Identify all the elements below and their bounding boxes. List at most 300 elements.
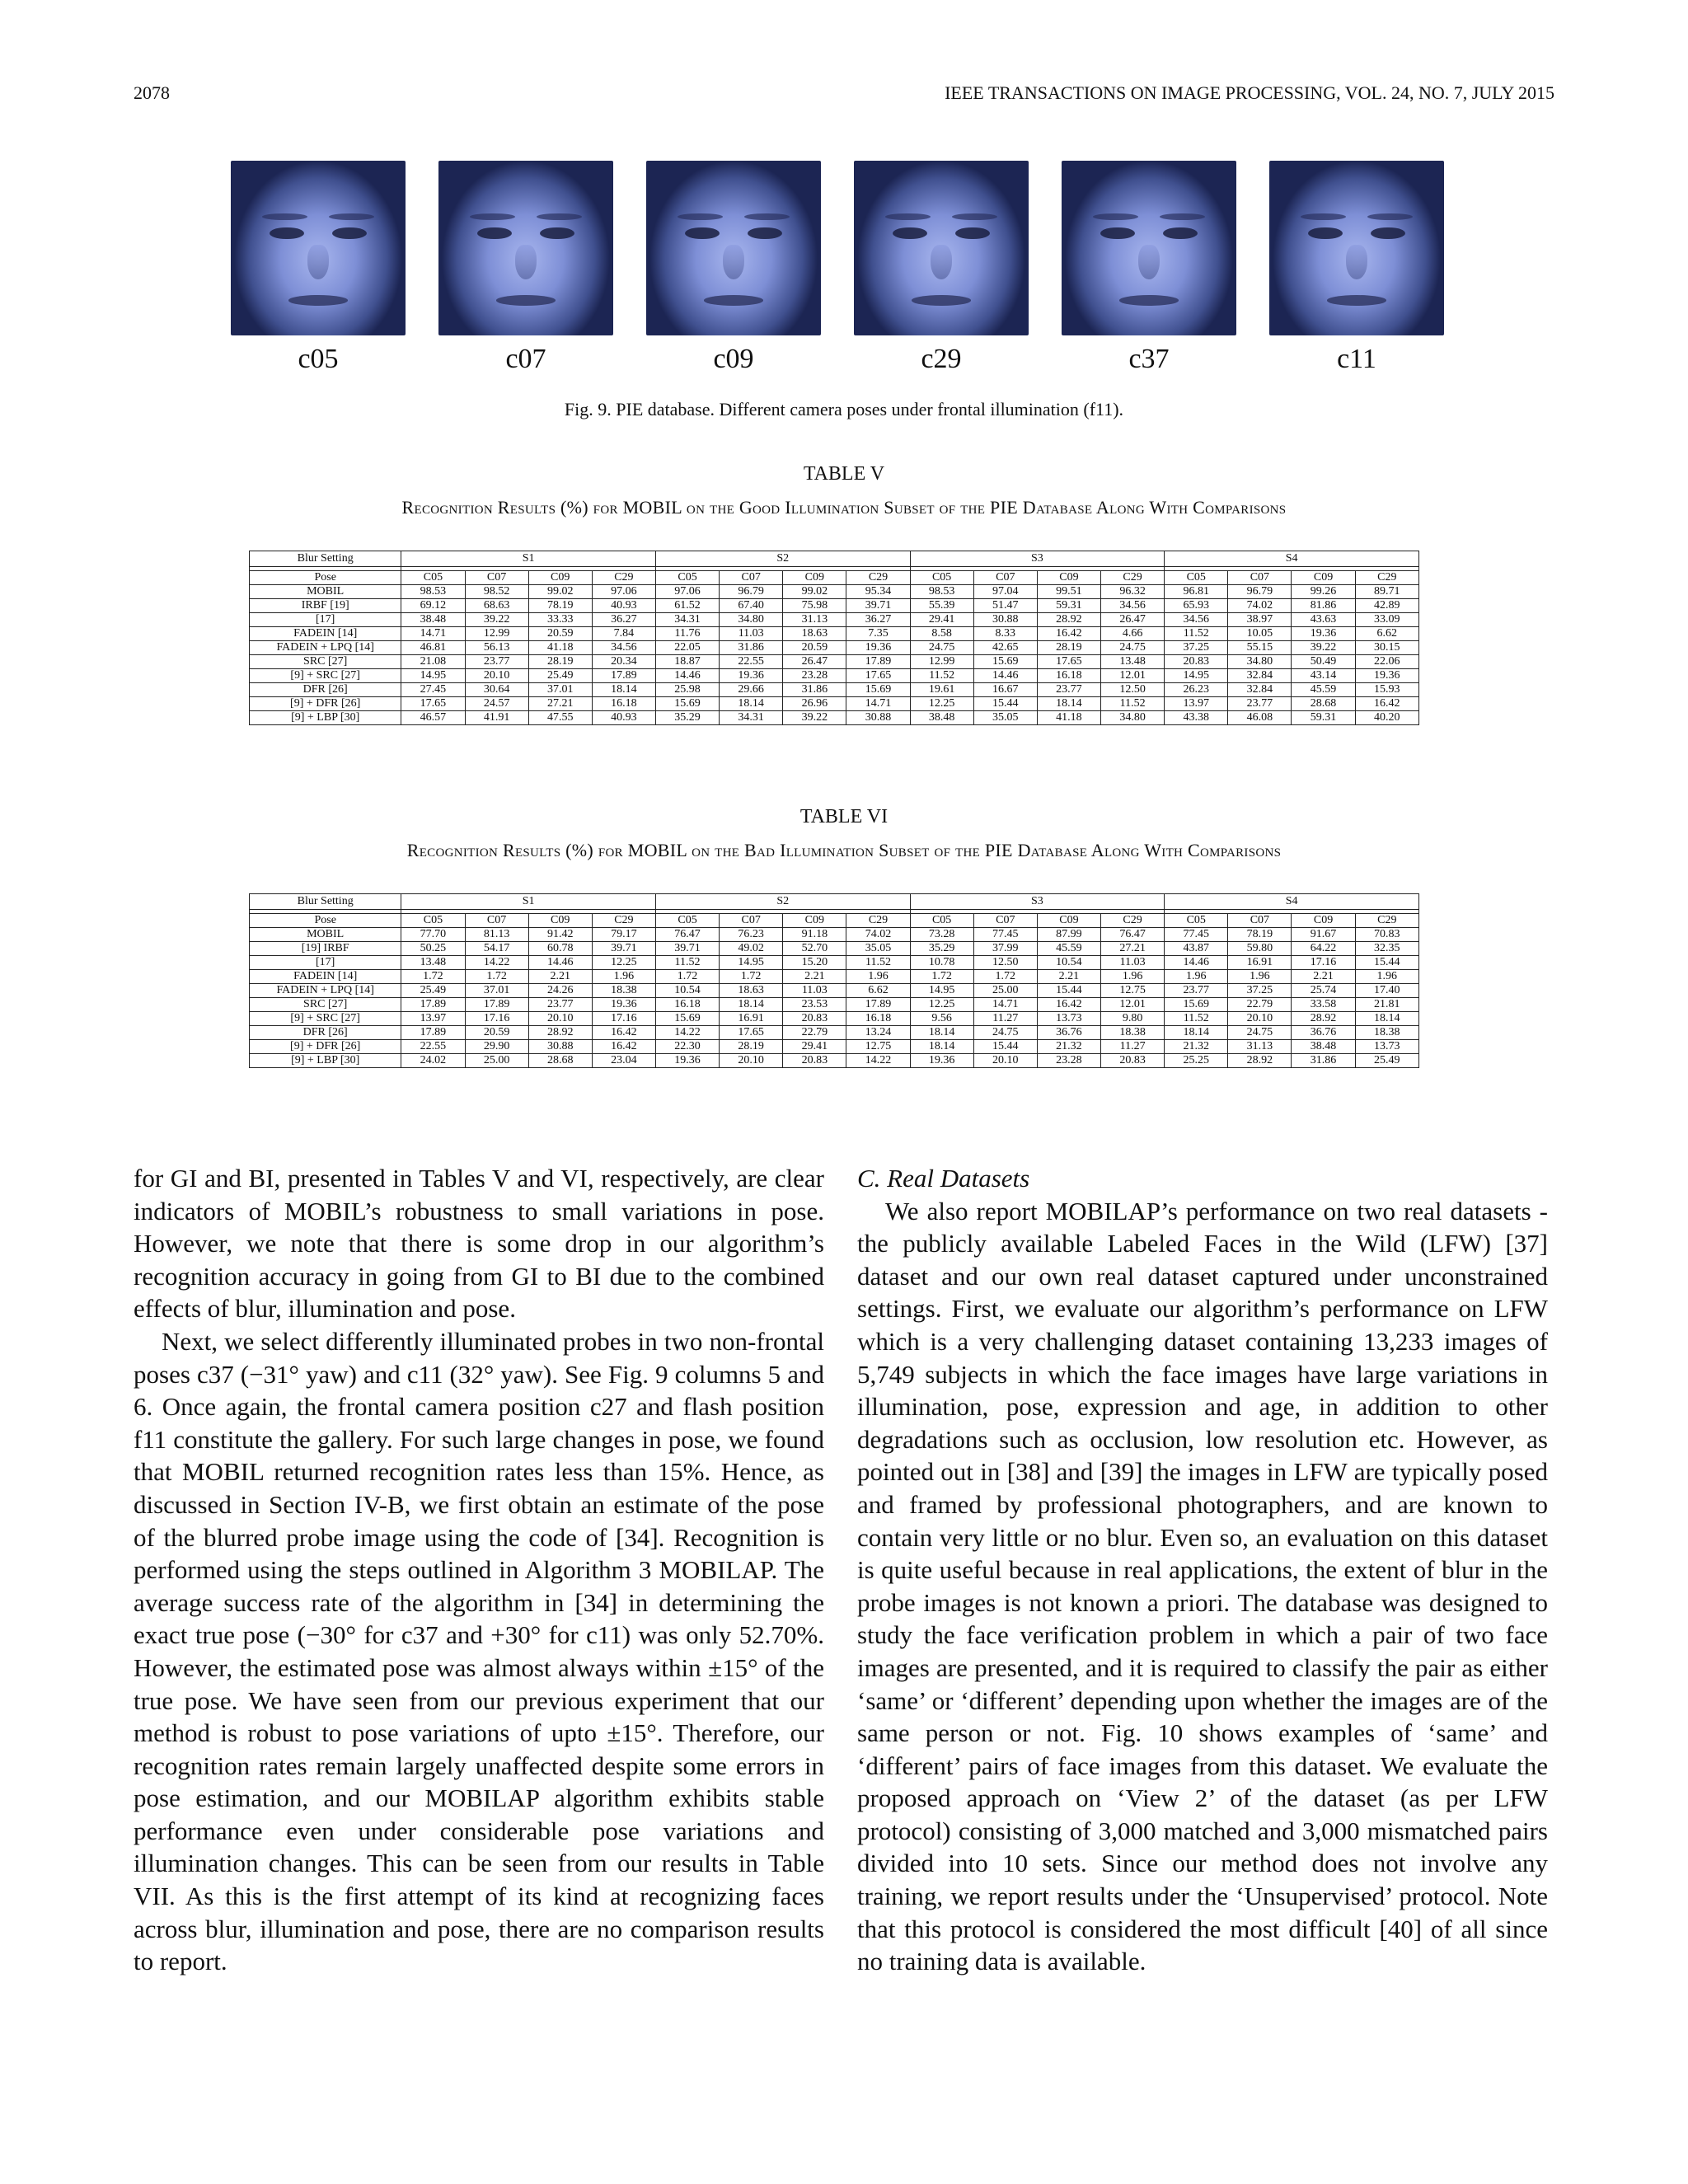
result-cell: 12.75: [846, 1040, 910, 1054]
result-cell: 19.36: [592, 998, 655, 1012]
result-cell: 99.02: [783, 585, 846, 599]
result-cell: 23.28: [783, 669, 846, 683]
result-cell: 55.39: [910, 599, 973, 613]
result-cell: 22.55: [401, 1040, 465, 1054]
result-cell: 13.73: [1355, 1040, 1418, 1054]
result-cell: 18.38: [592, 984, 655, 998]
result-cell: 1.72: [973, 970, 1037, 984]
result-cell: 70.83: [1355, 928, 1418, 942]
blur-setting-header: S3: [910, 551, 1165, 567]
result-cell: 91.18: [783, 928, 846, 942]
result-cell: 74.02: [846, 928, 910, 942]
result-cell: 1.96: [846, 970, 910, 984]
result-cell: 78.19: [1228, 928, 1292, 942]
result-cell: 65.93: [1165, 599, 1228, 613]
pose-header: C09: [528, 571, 592, 585]
pose-header: C09: [783, 571, 846, 585]
result-cell: 30.15: [1355, 641, 1418, 655]
method-name: DFR [26]: [250, 1026, 401, 1040]
result-cell: 39.71: [846, 599, 910, 613]
face-label: c29: [921, 344, 962, 374]
table-6-number: TABLE VI: [799, 806, 889, 827]
page-number: 2078: [134, 82, 170, 103]
result-cell: 11.52: [655, 956, 719, 970]
result-cell: 97.06: [655, 585, 719, 599]
result-cell: 40.20: [1355, 711, 1418, 725]
face-label: c11: [1337, 344, 1376, 374]
result-cell: 16.42: [1355, 697, 1418, 711]
result-cell: 11.52: [1165, 627, 1228, 641]
result-cell: 23.77: [528, 998, 592, 1012]
result-cell: 76.47: [655, 928, 719, 942]
result-cell: 28.19: [528, 655, 592, 669]
result-cell: 96.79: [1228, 585, 1292, 599]
result-cell: 1.96: [1355, 970, 1418, 984]
result-cell: 20.10: [973, 1054, 1037, 1068]
result-cell: 36.76: [1292, 1026, 1355, 1040]
result-cell: 87.99: [1037, 928, 1100, 942]
method-name: FADEIN [14]: [250, 970, 401, 984]
result-cell: 42.89: [1355, 599, 1418, 613]
face-c09: [646, 161, 821, 375]
table-5-caption: [0, 463, 1688, 518]
paragraph: We also report MOBILAP’s performance on two real datasets - the publicly available Labeled Faces in the Wild (LFW) [37] dataset and our own real dataset captured under unconstrained settings. First, we evaluate our algorithm’s performance on LFW which is a very challenging dataset containing 13,233 images of 5,749 subjects in which the face images have large variations in illumination, pose, expression and age, in addition to other degradations such as occlusion, low resolution etc. However, as pointed out in [38] and [39] the images in LFW are typically posed and framed by professional photographers, and are known to contain very little or no blur. Even so, an evaluation on this dataset is quite useful because in real applications, the extent of blur in the probe images is not known a priori. The database was designed to study the face verification problem in which a pair of two face images are presented, and it is required to classify the pair as either ‘same’ or ‘different’ depending upon whether the images are of the same person or not. Fig. 10 shows examples of ‘same’ and ‘different’ pairs of face images from this dataset. We evaluate the proposed approach on ‘View 2’ of the dataset (as per LFW protocol) consisting of 3,000 matched and 3,000 mismatched pairs divided into 10 sets. Since our method does not involve any training, we report results under the ‘Unsupervised’ protocol. Note that this protocol is considered the most difficult [40] of all since no training data is available.: [857, 1196, 1548, 1976]
result-cell: 32.35: [1355, 942, 1418, 956]
result-cell: 28.68: [1292, 697, 1355, 711]
method-name: [17]: [250, 956, 401, 970]
result-cell: 15.69: [846, 683, 910, 697]
pose-header: C05: [910, 914, 973, 928]
result-cell: 22.06: [1355, 655, 1418, 669]
result-cell: 37.99: [973, 942, 1037, 956]
result-cell: 75.98: [783, 599, 846, 613]
pose-header: C29: [1101, 914, 1165, 928]
table-row: [250, 669, 1419, 683]
pose-header: C07: [720, 914, 783, 928]
result-cell: 18.14: [910, 1040, 973, 1054]
method-name: [9] + LBP [30]: [250, 711, 401, 725]
result-cell: 1.96: [592, 970, 655, 984]
result-cell: 16.18: [846, 1012, 910, 1026]
result-cell: 10.78: [910, 956, 973, 970]
pose-header: C09: [528, 914, 592, 928]
result-cell: 18.63: [720, 984, 783, 998]
result-cell: 28.92: [1037, 613, 1100, 627]
result-cell: 25.00: [465, 1054, 528, 1068]
result-cell: 39.71: [592, 942, 655, 956]
result-cell: 36.27: [846, 613, 910, 627]
result-cell: 39.22: [783, 711, 846, 725]
face-image: [231, 161, 406, 335]
result-cell: 14.46: [528, 956, 592, 970]
result-cell: 19.61: [910, 683, 973, 697]
result-cell: 38.48: [401, 613, 465, 627]
face-c29: [854, 161, 1029, 375]
result-cell: 17.89: [401, 998, 465, 1012]
result-cell: 23.77: [465, 655, 528, 669]
result-cell: 18.38: [1355, 1026, 1418, 1040]
result-cell: 11.52: [1165, 1012, 1228, 1026]
face-label: c07: [505, 344, 546, 374]
result-cell: 16.18: [592, 697, 655, 711]
result-cell: 35.29: [910, 942, 973, 956]
result-cell: 16.42: [1037, 998, 1100, 1012]
result-cell: 89.71: [1355, 585, 1418, 599]
result-cell: 77.45: [1165, 928, 1228, 942]
page-header: [134, 82, 1554, 112]
method-name: FADEIN [14]: [250, 627, 401, 641]
result-cell: 36.76: [1037, 1026, 1100, 1040]
result-cell: 15.93: [1355, 683, 1418, 697]
table-row: [250, 683, 1419, 697]
result-cell: 20.59: [783, 641, 846, 655]
result-cell: 12.50: [973, 956, 1037, 970]
result-cell: 25.49: [1355, 1054, 1418, 1068]
result-cell: 30.88: [528, 1040, 592, 1054]
result-cell: 15.20: [783, 956, 846, 970]
blur-setting-header: S1: [401, 894, 656, 910]
result-cell: 49.02: [720, 942, 783, 956]
result-cell: 14.46: [973, 669, 1037, 683]
result-cell: 17.89: [846, 998, 910, 1012]
result-cell: 14.22: [655, 1026, 719, 1040]
result-cell: 21.32: [1165, 1040, 1228, 1054]
pose-header: C07: [1228, 914, 1292, 928]
pose-header: C09: [1292, 914, 1355, 928]
face-c05: [231, 161, 406, 375]
pose-header: C05: [1165, 914, 1228, 928]
result-cell: 1.72: [720, 970, 783, 984]
method-name: [9] + LBP [30]: [250, 1054, 401, 1068]
result-cell: 29.41: [910, 613, 973, 627]
face-image: [854, 161, 1029, 335]
result-cell: 50.25: [401, 942, 465, 956]
result-cell: 98.53: [910, 585, 973, 599]
result-cell: 14.95: [1165, 669, 1228, 683]
result-cell: 30.88: [973, 613, 1037, 627]
body-column-left: [134, 1162, 824, 1978]
result-cell: 34.80: [720, 613, 783, 627]
result-cell: 4.66: [1101, 627, 1165, 641]
result-cell: 34.31: [720, 711, 783, 725]
face-label: c05: [298, 344, 339, 374]
result-cell: 59.31: [1292, 711, 1355, 725]
result-cell: 23.28: [1037, 1054, 1100, 1068]
result-cell: 59.31: [1037, 599, 1100, 613]
result-cell: 78.19: [528, 599, 592, 613]
result-cell: 2.21: [528, 970, 592, 984]
result-cell: 18.14: [1355, 1012, 1418, 1026]
result-cell: 17.16: [465, 1012, 528, 1026]
result-cell: 96.32: [1101, 585, 1165, 599]
blur-setting-row: [250, 894, 1419, 910]
result-cell: 99.26: [1292, 585, 1355, 599]
result-cell: 12.25: [910, 998, 973, 1012]
result-cell: 77.45: [973, 928, 1037, 942]
result-cell: 29.66: [720, 683, 783, 697]
table-row: [250, 585, 1419, 599]
result-cell: 20.59: [465, 1026, 528, 1040]
result-cell: 24.57: [465, 697, 528, 711]
pose-header: C05: [1165, 571, 1228, 585]
result-cell: 16.18: [655, 998, 719, 1012]
result-cell: 24.75: [1101, 641, 1165, 655]
result-cell: 24.75: [1228, 1026, 1292, 1040]
result-cell: 47.55: [528, 711, 592, 725]
result-cell: 39.22: [1292, 641, 1355, 655]
figure-9-caption: Fig. 9. PIE database. Different camera poses under frontal illumination (f11).: [564, 399, 1124, 419]
section-heading: C. Real Datasets: [857, 1164, 1030, 1193]
paragraph: for GI and BI, presented in Tables V and VI, respectively, are clear indicators of MOBIL’s robustness to small variations in pose. However, we note that there is some drop in our algorithm’s recognition accuracy in going from GI to BI due to the combined effects of blur, illumination and pose.: [134, 1164, 824, 1324]
pose-header: C07: [1228, 571, 1292, 585]
result-cell: 95.34: [846, 585, 910, 599]
result-cell: 25.25: [1165, 1054, 1228, 1068]
result-cell: 28.68: [528, 1054, 592, 1068]
result-cell: 96.81: [1165, 585, 1228, 599]
result-cell: 17.65: [720, 1026, 783, 1040]
result-cell: 20.83: [783, 1054, 846, 1068]
pose-label: Pose: [250, 914, 401, 928]
result-cell: 17.65: [1037, 655, 1100, 669]
pose-header: C29: [1355, 914, 1418, 928]
blur-setting-header: S2: [655, 551, 910, 567]
pose-header: C05: [401, 914, 465, 928]
result-cell: 91.42: [528, 928, 592, 942]
result-cell: 12.99: [465, 627, 528, 641]
table-row: [250, 697, 1419, 711]
result-cell: 18.14: [720, 998, 783, 1012]
result-cell: 45.59: [1037, 942, 1100, 956]
result-cell: 11.76: [655, 627, 719, 641]
result-cell: 12.99: [910, 655, 973, 669]
result-cell: 16.42: [592, 1040, 655, 1054]
table-row: [250, 711, 1419, 725]
pose-header: C05: [401, 571, 465, 585]
result-cell: 24.02: [401, 1054, 465, 1068]
result-cell: 12.50: [1101, 683, 1165, 697]
result-cell: 11.03: [1101, 956, 1165, 970]
table-row: [250, 1012, 1419, 1026]
table-row: [250, 970, 1419, 984]
result-cell: 50.49: [1292, 655, 1355, 669]
pose-header: C07: [465, 914, 528, 928]
result-cell: 68.63: [465, 599, 528, 613]
result-cell: 1.72: [465, 970, 528, 984]
result-cell: 6.62: [846, 984, 910, 998]
result-cell: 16.42: [1037, 627, 1100, 641]
figure-9: [231, 161, 1451, 375]
result-cell: 33.33: [528, 613, 592, 627]
result-cell: 54.17: [465, 942, 528, 956]
result-cell: 81.13: [465, 928, 528, 942]
result-cell: 14.95: [720, 956, 783, 970]
face-c07: [438, 161, 613, 375]
result-cell: 20.10: [528, 1012, 592, 1026]
result-cell: 41.18: [528, 641, 592, 655]
result-cell: 91.67: [1292, 928, 1355, 942]
result-cell: 98.53: [401, 585, 465, 599]
pose-header: C09: [1037, 914, 1100, 928]
result-cell: 41.18: [1037, 711, 1100, 725]
table-row: [250, 1054, 1419, 1068]
result-cell: 11.03: [783, 984, 846, 998]
result-cell: 16.18: [1037, 669, 1100, 683]
result-cell: 6.62: [1355, 627, 1418, 641]
table-5: [249, 551, 1419, 725]
result-cell: 31.86: [720, 641, 783, 655]
result-cell: 16.91: [1228, 956, 1292, 970]
result-cell: 11.52: [846, 956, 910, 970]
blur-setting-row: [250, 551, 1419, 567]
result-cell: 38.48: [910, 711, 973, 725]
result-cell: 99.02: [528, 585, 592, 599]
face-label: c09: [713, 344, 754, 374]
method-name: FADEIN + LPQ [14]: [250, 641, 401, 655]
result-cell: 28.19: [1037, 641, 1100, 655]
result-cell: 27.21: [528, 697, 592, 711]
pose-header: C09: [783, 914, 846, 928]
result-cell: 10.54: [1037, 956, 1100, 970]
result-cell: 15.69: [1165, 998, 1228, 1012]
result-cell: 37.01: [465, 984, 528, 998]
result-cell: 20.59: [528, 627, 592, 641]
result-cell: 40.93: [592, 599, 655, 613]
journal-title: IEEE TRANSACTIONS ON IMAGE PROCESSING, VOL. 24, NO. 7, JULY 2015: [945, 82, 1554, 103]
table-row: [250, 928, 1419, 942]
result-cell: 28.92: [1228, 1054, 1292, 1068]
result-cell: 13.97: [1165, 697, 1228, 711]
result-cell: 37.01: [528, 683, 592, 697]
result-cell: 11.27: [973, 1012, 1037, 1026]
result-cell: 9.80: [1101, 1012, 1165, 1026]
method-name: [9] + DFR [26]: [250, 1040, 401, 1054]
blur-setting-header: S4: [1165, 894, 1419, 910]
result-cell: 16.42: [592, 1026, 655, 1040]
result-cell: 33.58: [1292, 998, 1355, 1012]
result-cell: 1.96: [1165, 970, 1228, 984]
result-cell: 60.78: [528, 942, 592, 956]
result-cell: 21.81: [1355, 998, 1418, 1012]
method-name: SRC [27]: [250, 655, 401, 669]
table-row: [250, 956, 1419, 970]
pose-header: C29: [1355, 571, 1418, 585]
pose-header: C29: [1101, 571, 1165, 585]
face-label: c37: [1128, 344, 1170, 374]
result-cell: 27.45: [401, 683, 465, 697]
pose-header: C29: [846, 914, 910, 928]
paragraph: Next, we select differently illuminated probes in two non-frontal poses c37 (−31° yaw) and c11 (32° yaw). See Fig. 9 columns 5 and 6. Once again, the frontal camera position c27 and flash position f11 constitute the gallery. For such large changes in pose, we found that MOBIL returned recognition rates less than 15%. Hence, as discussed in Section IV-B, we first obtain an estimate of the pose of the blurred probe image using the code of [34]. Recognition is performed using the steps outlined in Algorithm 3 MOBILAP. The average success rate of the algorithm in [34] in determining the exact true pose (−30° for c37 and +30° for c11) was only 52.70%. However, the estimated pose was almost always within ±15° of the true pose. We have seen from our previous experiment that our method is robust to pose variations of upto ±15°. Therefore, our recognition rates remain largely unaffected despite some errors in pose estimation, and our MOBILAP algorithm exhibits stable performance even under considerable pose variations and illumination changes. This can be seen from our results in Table VII. As this is the first attempt of its kind at recognizing faces across blur, illumination and pose, there are no comparison results to report.: [134, 1326, 824, 1976]
face-image: [1062, 161, 1236, 335]
result-cell: 14.71: [846, 697, 910, 711]
result-cell: 17.40: [1355, 984, 1418, 998]
result-cell: 34.80: [1228, 655, 1292, 669]
result-cell: 25.00: [973, 984, 1037, 998]
result-cell: 22.79: [783, 1026, 846, 1040]
result-cell: 30.88: [846, 711, 910, 725]
result-cell: 31.86: [783, 683, 846, 697]
result-cell: 28.19: [720, 1040, 783, 1054]
result-cell: 14.46: [1165, 956, 1228, 970]
result-cell: 24.75: [910, 641, 973, 655]
result-cell: 69.12: [401, 599, 465, 613]
result-cell: 34.80: [1101, 711, 1165, 725]
result-cell: 25.74: [1292, 984, 1355, 998]
result-cell: 2.21: [783, 970, 846, 984]
table-row: [250, 599, 1419, 613]
method-name: MOBIL: [250, 585, 401, 599]
result-cell: 26.96: [783, 697, 846, 711]
pose-header: C29: [592, 571, 655, 585]
method-name: IRBF [19]: [250, 599, 401, 613]
result-cell: 31.86: [1292, 1054, 1355, 1068]
result-cell: 41.91: [465, 711, 528, 725]
result-cell: 61.52: [655, 599, 719, 613]
result-cell: 32.84: [1228, 683, 1292, 697]
result-cell: 40.93: [592, 711, 655, 725]
result-cell: 24.26: [528, 984, 592, 998]
table-row: [250, 655, 1419, 669]
result-cell: 46.81: [401, 641, 465, 655]
result-cell: 10.54: [655, 984, 719, 998]
result-cell: 15.44: [1355, 956, 1418, 970]
result-cell: 35.29: [655, 711, 719, 725]
result-cell: 77.70: [401, 928, 465, 942]
result-cell: 59.80: [1228, 942, 1292, 956]
result-cell: 13.24: [846, 1026, 910, 1040]
result-cell: 46.08: [1228, 711, 1292, 725]
result-cell: 12.25: [910, 697, 973, 711]
result-cell: 20.10: [465, 669, 528, 683]
result-cell: 19.36: [655, 1054, 719, 1068]
blur-setting-label: Blur Setting: [250, 894, 401, 910]
method-name: FADEIN + LPQ [14]: [250, 984, 401, 998]
table-row: [250, 627, 1419, 641]
result-cell: 46.57: [401, 711, 465, 725]
result-cell: 34.56: [592, 641, 655, 655]
method-name: [9] + SRC [27]: [250, 669, 401, 683]
result-cell: 15.69: [655, 1012, 719, 1026]
result-cell: 35.05: [973, 711, 1037, 725]
result-cell: 39.71: [655, 942, 719, 956]
result-cell: 18.14: [1037, 697, 1100, 711]
result-cell: 11.03: [720, 627, 783, 641]
pose-header: C07: [465, 571, 528, 585]
result-cell: 51.47: [973, 599, 1037, 613]
result-cell: 34.56: [1101, 599, 1165, 613]
result-cell: 76.23: [720, 928, 783, 942]
result-cell: 31.13: [1228, 1040, 1292, 1054]
pose-header: C05: [655, 914, 719, 928]
result-cell: 1.72: [401, 970, 465, 984]
result-cell: 21.08: [401, 655, 465, 669]
result-cell: 11.27: [1101, 1040, 1165, 1054]
table-5-title: Recognition Results (%) for MOBIL on the Good Illumination Subset of the PIE Database Along With Comparisons: [401, 497, 1287, 518]
result-cell: 28.92: [528, 1026, 592, 1040]
result-cell: 12.75: [1101, 984, 1165, 998]
face-image: [438, 161, 613, 335]
result-cell: 17.89: [592, 669, 655, 683]
result-cell: 20.83: [1165, 655, 1228, 669]
result-cell: 14.71: [401, 627, 465, 641]
blur-setting-header: S1: [401, 551, 656, 567]
result-cell: 39.22: [465, 613, 528, 627]
pose-row: [250, 914, 1419, 928]
pose-header: C29: [592, 914, 655, 928]
result-cell: 18.14: [910, 1026, 973, 1040]
result-cell: 97.04: [973, 585, 1037, 599]
pose-label: Pose: [250, 571, 401, 585]
table-row: [250, 984, 1419, 998]
